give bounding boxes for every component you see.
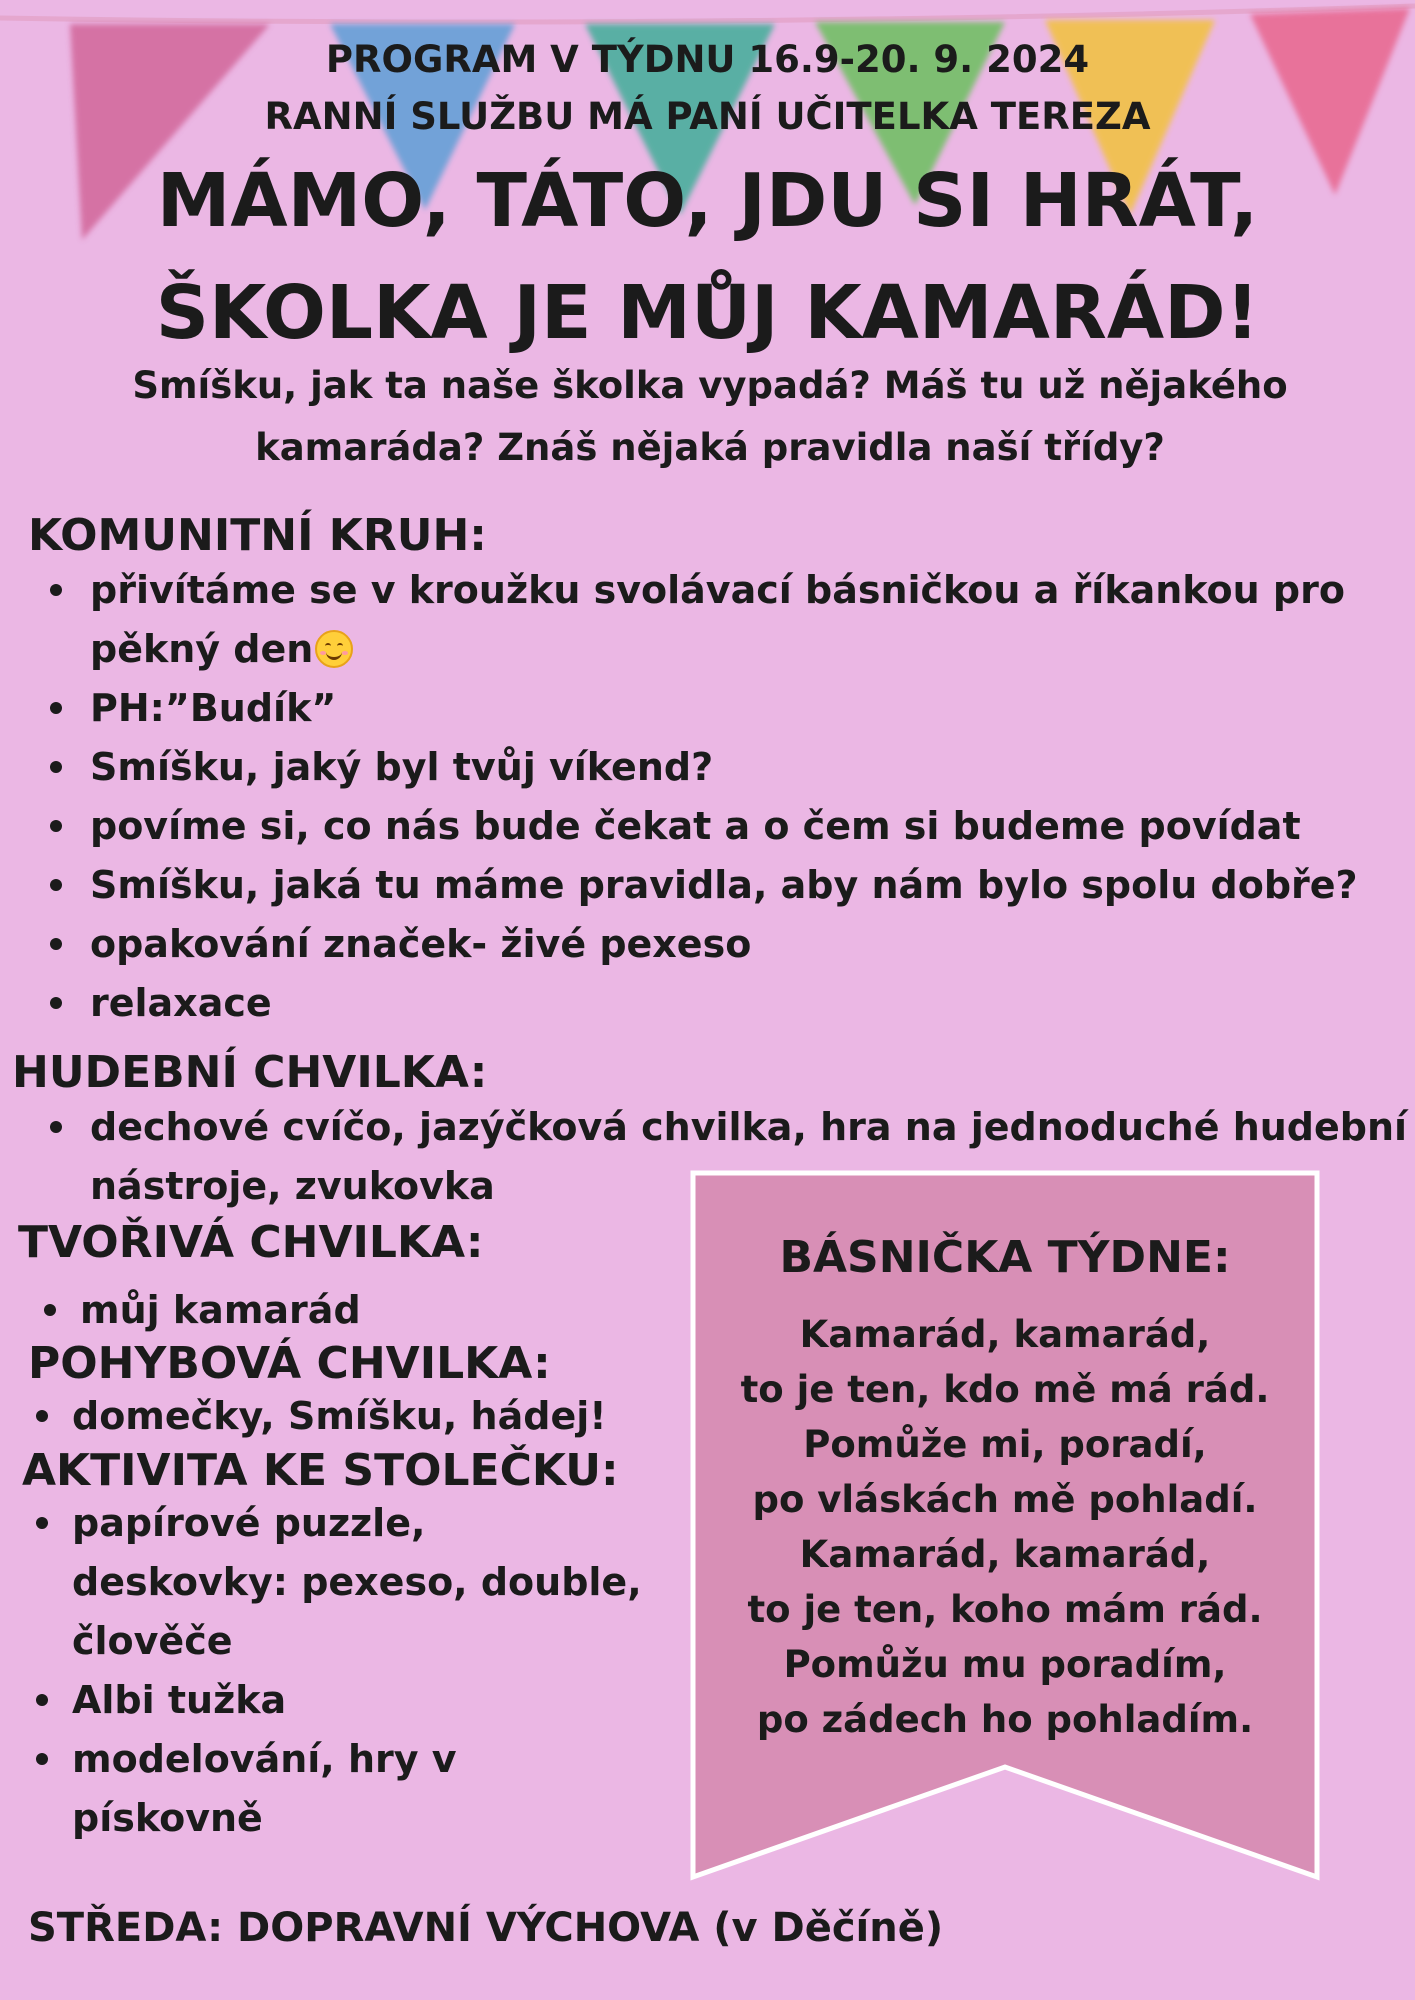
list-item-text: pěkný den bbox=[90, 627, 314, 671]
section-heading-komunitni-kruh: KOMUNITNÍ KRUH: bbox=[28, 510, 487, 561]
aktivita-ke-stolecku-list bbox=[22, 1494, 672, 1848]
list-item bbox=[22, 1494, 672, 1671]
section-heading-pohybova-chvilka: POHYBOVÁ CHVILKA: bbox=[28, 1338, 551, 1389]
subtitle-line-2: kamaráda? Znáš nějaká pravidla naší třídy? bbox=[255, 426, 1165, 469]
list-item-text: dechové cvíčo, jazýčková chvilka, hra na jednoduché hudební bbox=[90, 1105, 1408, 1149]
list-item-text: papírové puzzle, bbox=[72, 1501, 426, 1545]
list-item: domečky, Smíšku, hádej! bbox=[22, 1387, 662, 1446]
poem-line: Pomůžu mu poradím, bbox=[783, 1643, 1227, 1686]
list-item: Smíšku, jaká tu máme pravidla, aby nám bylo spolu dobře? bbox=[30, 856, 1400, 915]
list-item: Smíšku, jaký byl tvůj víkend? bbox=[30, 738, 1400, 797]
tvoriva-chvilka-list bbox=[30, 1281, 670, 1340]
list-item-text: deskovky: pexeso, double, bbox=[72, 1560, 642, 1604]
list-item-text: člověče bbox=[72, 1619, 233, 1663]
poem-line: Kamarád, kamarád, bbox=[799, 1533, 1211, 1576]
poem-line: to je ten, koho mám rád. bbox=[747, 1588, 1263, 1631]
poem-line: po zádech ho pohladím. bbox=[756, 1698, 1254, 1741]
list-item-text: přivítáme se v kroužku svolávací básničkou a říkankou pro bbox=[90, 568, 1345, 612]
page-title bbox=[0, 145, 1415, 369]
morning-duty-line: RANNÍ SLUŽBU MÁ PANÍ UČITELKA TEREZA bbox=[264, 95, 1151, 138]
poem-line: Kamarád, kamarád, bbox=[799, 1313, 1211, 1356]
title-line-1: MÁMO, TÁTO, JDU SI HRÁT, bbox=[156, 158, 1259, 244]
list-item-text: modelování, hry v bbox=[72, 1737, 457, 1781]
week-program-line: PROGRAM V TÝDNU 16.9-20. 9. 2024 bbox=[325, 38, 1090, 81]
wednesday-note: STŘEDA: DOPRAVNÍ VÝCHOVA (v Děčíně) bbox=[28, 1905, 944, 1951]
list-item: relaxace bbox=[30, 974, 1400, 1033]
list-item bbox=[30, 561, 1400, 679]
komunitni-kruh-list bbox=[30, 561, 1400, 1033]
section-heading-tvoriva-chvilka: TVOŘIVÁ CHVILKA: bbox=[18, 1217, 484, 1268]
pohybova-chvilka-list bbox=[22, 1387, 662, 1446]
list-item: můj kamarád bbox=[30, 1281, 670, 1340]
list-item: opakování značek- živé pexeso bbox=[30, 915, 1400, 974]
list-item: Albi tužka bbox=[22, 1671, 672, 1730]
subtitle-line-1: Smíšku, jak ta naše školka vypadá? Máš tu už nějakého bbox=[132, 364, 1288, 407]
list-item-text: pískovně bbox=[72, 1796, 263, 1840]
title-line-2: ŠKOLKA JE MŮJ KAMARÁD! bbox=[155, 270, 1260, 356]
poem-line: Pomůže mi, poradí, bbox=[803, 1423, 1207, 1466]
list-item: PH:”Budík” bbox=[30, 679, 1400, 738]
subtitle bbox=[80, 355, 1340, 479]
list-item-text: nástroje, zvukovka bbox=[90, 1164, 495, 1208]
section-heading-hudebni-chvilka: HUDEBNÍ CHVILKA: bbox=[12, 1047, 488, 1098]
section-heading-aktivita-ke-stolecku: AKTIVITA KE STOLEČKU: bbox=[22, 1445, 619, 1496]
poem-line: po vláskách mě pohladí. bbox=[752, 1478, 1258, 1521]
poem-line: to je ten, kdo mě má rád. bbox=[740, 1368, 1270, 1411]
poem-title: BÁSNIČKA TÝDNE: bbox=[779, 1232, 1231, 1283]
list-item bbox=[22, 1730, 672, 1848]
smiling-face-icon bbox=[315, 630, 353, 668]
list-item: povíme si, co nás bude čekat a o čem si budeme povídat bbox=[30, 797, 1400, 856]
